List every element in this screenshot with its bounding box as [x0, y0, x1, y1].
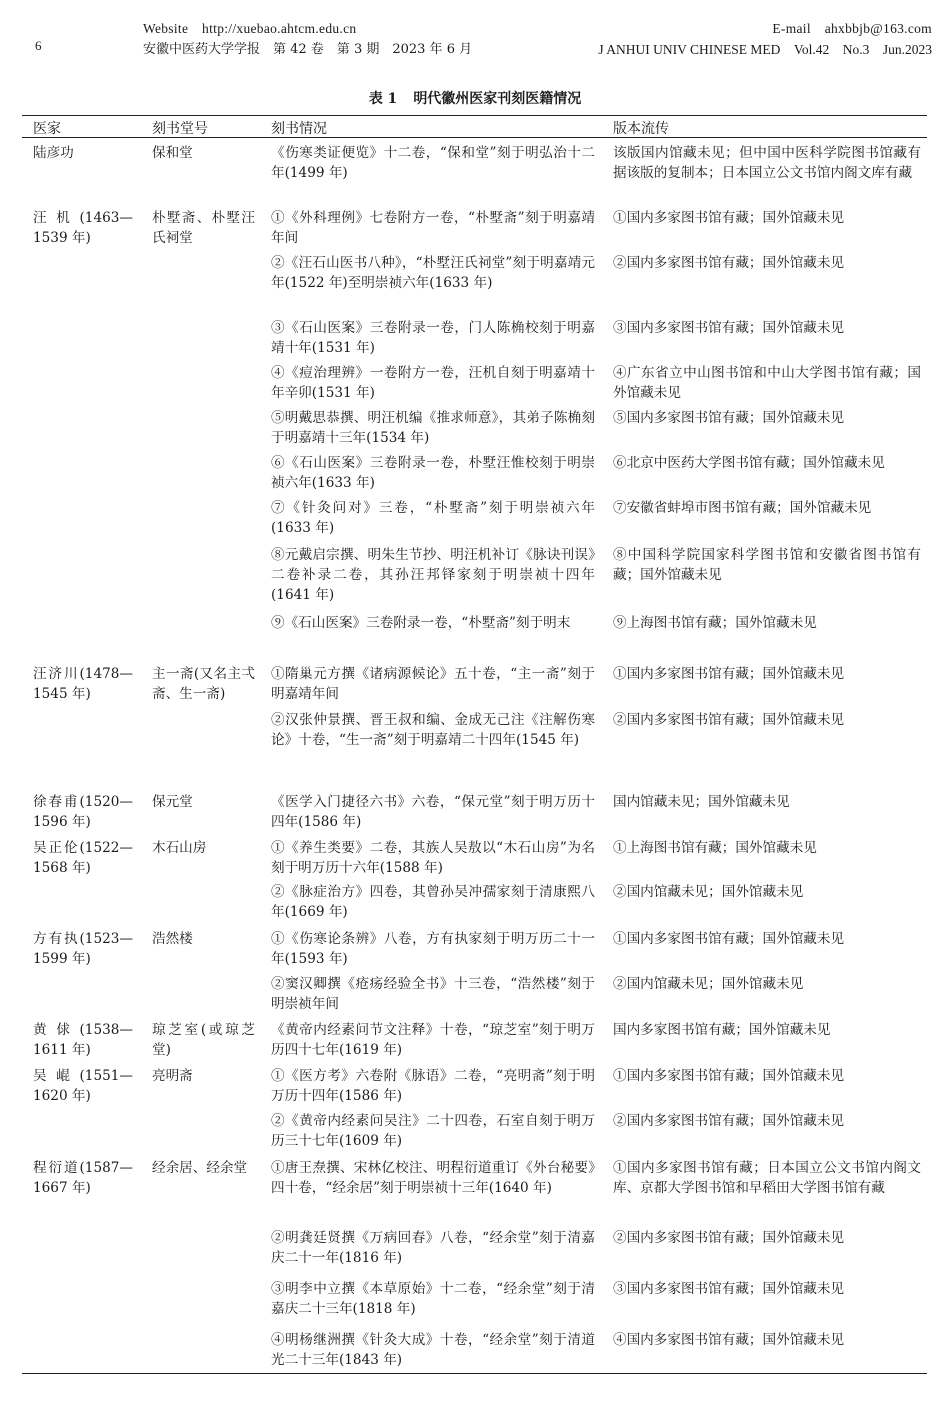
table-title: 明代徽州医家刊刻医籍情况: [413, 91, 582, 107]
printing-entry: ①唐王焘撰、宋林亿校注、明程衍道重订《外台秘要》四十卷，“经余居”刻于明崇祯十三年(1640 年): [271, 1160, 595, 1196]
column-header-hall: 刻书堂号: [152, 121, 208, 137]
edition-entry: ②国内馆藏未见；国外馆藏未见: [613, 976, 804, 992]
hall-name: 朴墅斋、朴墅汪氏祠堂: [152, 210, 255, 246]
printing-entry: ①《医方考》六卷附《脉语》二卷，“亮明斋”刻于明万历十四年(1586 年): [271, 1068, 595, 1104]
edition-entry: ②国内多家图书馆有藏；国外馆藏未见: [613, 1230, 845, 1246]
hall-name: 保和堂: [152, 145, 193, 161]
physician-name: 方有执(1523—1599 年): [33, 931, 133, 967]
edition-entry: 国内多家图书馆有藏；国外馆藏未见: [613, 1022, 831, 1038]
edition-entry: 国内馆藏未见；国外馆藏未见: [613, 794, 790, 810]
printing-entry: ②《黄帝内经素问吴注》二十四卷，石室自刻于明万历三十七年(1609 年): [271, 1113, 595, 1149]
physician-name: 汪济川(1478—1545 年): [33, 666, 133, 702]
table-caption: [0, 88, 950, 108]
edition-entry: ④广东省立中山图书馆和中山大学图书馆有藏；国外馆藏未见: [613, 365, 921, 401]
physician-name: 吴崐(1551—1620 年): [33, 1068, 133, 1104]
edition-entry: ⑨上海图书馆有藏；国外馆藏未见: [613, 615, 817, 631]
edition-entry: ①国内多家图书馆有藏；国外馆藏未见: [613, 210, 845, 226]
printing-entry: ⑧元戴启宗撰、明朱生节抄、明汪机补订《脉诀刊误》二卷补录二卷，其孙汪邦铎家刻于明崇祯十四年(1641 年): [271, 547, 595, 603]
edition-entry: ②国内多家图书馆有藏；国外馆藏未见: [613, 1113, 845, 1129]
website-line: Website http://xuebao.ahtcm.edu.cn: [143, 21, 357, 36]
physician-name: 徐春甫(1520—1596 年): [33, 794, 133, 830]
journal-citation-en: J ANHUI UNIV CHINESE MED Vol.42 No.3 Jun.2023: [598, 42, 932, 57]
printing-entry: ①《外科理例》七卷附方一卷，“朴墅斋”刻于明嘉靖年间: [271, 210, 595, 246]
hall-name: 主一斋(又名主弌斋、生一斋): [152, 666, 255, 702]
printing-entry: ②窦汉卿撰《疮疡经验全书》十三卷，“浩然楼”刻于明崇祯年间: [271, 976, 595, 1012]
printing-entry: ⑤明戴思恭撰、明汪机编《推求师意》，其弟子陈桷刻于明嘉靖十三年(1534 年): [271, 410, 595, 446]
printing-entry: ④明杨继洲撰《针灸大成》十卷，“经余堂”刻于清道光二十三年(1843 年): [271, 1332, 595, 1368]
journal-citation-cn: 安徽中医药大学学报 第 42 卷 第 3 期 2023 年 6 月: [143, 42, 473, 57]
printing-entry: ⑥《石山医案》三卷附录一卷，朴墅汪惟校刻于明崇祯六年(1633 年): [271, 455, 595, 491]
edition-entry: ①上海图书馆有藏；国外馆藏未见: [613, 840, 817, 856]
physician-name: 吴正伦(1522—1568 年): [33, 840, 133, 876]
email-line: E-mail ahxbbjb@163.com: [772, 21, 932, 36]
edition-entry: ②国内多家图书馆有藏；国外馆藏未见: [613, 712, 845, 728]
edition-entry: ②国内馆藏未见；国外馆藏未见: [613, 884, 804, 900]
printing-entry: ⑦《针灸问对》三卷，“朴墅斋”刻于明崇祯六年(1633 年): [271, 500, 595, 536]
edition-entry: ①国内多家图书馆有藏；国外馆藏未见: [613, 666, 845, 682]
printing-entry: ①隋巢元方撰《诸病源候论》五十卷，“主一斋”刻于明嘉靖年间: [271, 666, 595, 702]
hall-name: 浩然楼: [152, 931, 193, 947]
printing-entry: 《黄帝内经素问节文注释》十卷，“琼芝室”刻于明万历四十七年(1619 年): [271, 1022, 595, 1058]
hall-name: 木石山房: [152, 840, 207, 856]
printing-entry: ②《脉症治方》四卷，其曾孙吴冲孺家刻于清康熙八年(1669 年): [271, 884, 595, 920]
edition-entry: ⑧中国科学院国家科学图书馆和安徽省图书馆有藏；国外馆藏未见: [613, 547, 921, 583]
printing-entry: ②汉张仲景撰、晋王叔和编、金成无己注《注解伤寒论》十卷，“生一斋”刻于明嘉靖二十四年(1545 年): [271, 712, 595, 748]
printing-entry: ⑨《石山医案》三卷附录一卷，“朴墅斋”刻于明末: [271, 615, 571, 631]
hall-name: 保元堂: [152, 794, 193, 810]
edition-entry: ⑦安徽省蚌埠市图书馆有藏；国外馆藏未见: [613, 500, 872, 516]
hall-name: 亮明斋: [152, 1068, 193, 1084]
column-header-printing: 刻书情况: [271, 121, 327, 137]
column-header-physician: 医家: [33, 121, 61, 137]
printing-entry: 《医学入门捷径六书》六卷，“保元堂”刻于明万历十四年(1586 年): [271, 794, 595, 830]
edition-entry: ①国内多家图书馆有藏；日本国立公文书馆内阁文库、京都大学图书馆和早稻田大学图书馆有藏: [613, 1160, 921, 1196]
hall-name: 经余居、经余堂: [152, 1160, 248, 1176]
column-header-edition: 版本流传: [613, 121, 669, 137]
page-number: 6: [35, 38, 42, 53]
printing-entry: 《伤寒类证便览》十二卷，“保和堂”刻于明弘治十二年(1499 年): [271, 145, 595, 181]
printing-entry: ③《石山医案》三卷附录一卷，门人陈桷校刻于明嘉靖十年(1531 年): [271, 320, 595, 356]
edition-entry: ②国内多家图书馆有藏；国外馆藏未见: [613, 255, 845, 271]
printing-entry: ②《汪石山医书八种》，“朴墅汪氏祠堂”刻于明嘉靖元年(1522 年)至明崇祯六年(1633 年): [271, 255, 595, 291]
physician-name: 陆彦功: [33, 145, 74, 161]
table-top-rule: [22, 115, 927, 116]
edition-entry: ④国内多家图书馆有藏；国外馆藏未见: [613, 1332, 845, 1348]
printing-entry: ①《养生类要》二卷，其族人吴敖以“木石山房”为名刻于明万历十六年(1588 年): [271, 840, 595, 876]
printing-entry: ①《伤寒论条辨》八卷，方有执家刻于明万历二十一年(1593 年): [271, 931, 595, 967]
table-bottom-rule: [22, 1373, 927, 1374]
printing-entry: ④《痘治理辨》一卷附方一卷，汪机自刻于明嘉靖十年辛卯(1531 年): [271, 365, 595, 401]
edition-entry: ①国内多家图书馆有藏；国外馆藏未见: [613, 931, 845, 947]
edition-entry: ①国内多家图书馆有藏；国外馆藏未见: [613, 1068, 845, 1084]
physician-name: 程衍道(1587—1667 年): [33, 1160, 133, 1196]
edition-entry: 该版国内馆藏未见；但中国中医科学院图书馆藏有据该版的复制本；日本国立公文书馆内阁文库有藏: [613, 145, 921, 181]
edition-entry: ③国内多家图书馆有藏；国外馆藏未见: [613, 1281, 845, 1297]
hall-name: 琼芝室(或琼芝堂): [152, 1022, 255, 1058]
printing-entry: ③明李中立撰《本草原始》十二卷，“经余堂”刻于清嘉庆二十三年(1818 年): [271, 1281, 595, 1317]
printing-entry: ②明龚廷贤撰《万病回春》八卷，“经余堂”刻于清嘉庆二十一年(1816 年): [271, 1230, 595, 1266]
physician-name: 汪机(1463—1539 年): [33, 210, 133, 246]
edition-entry: ⑤国内多家图书馆有藏；国外馆藏未见: [613, 410, 845, 426]
edition-entry: ③国内多家图书馆有藏；国外馆藏未见: [613, 320, 845, 336]
physician-name: 黄俅(1538—1611 年): [33, 1022, 133, 1058]
edition-entry: ⑥北京中医药大学图书馆有藏；国外馆藏未见: [613, 455, 885, 471]
table-number: 表 1: [368, 91, 398, 107]
